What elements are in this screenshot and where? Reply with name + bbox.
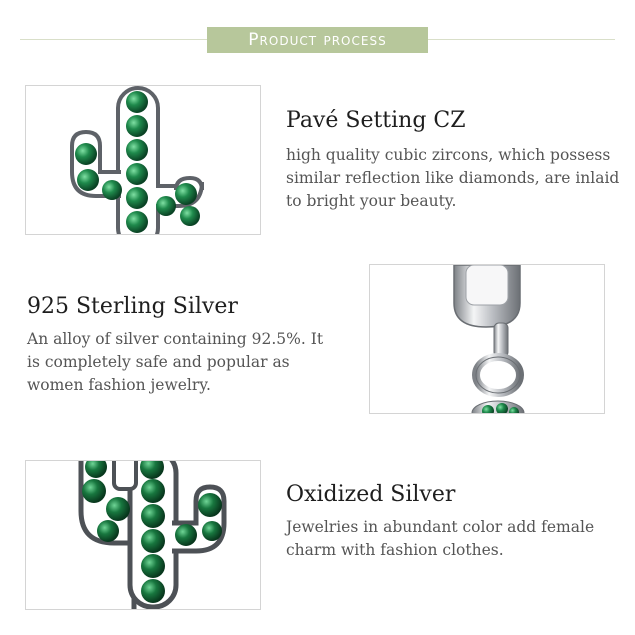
- cactus-charm-photo: [25, 85, 261, 235]
- desc-line: An alloy of silver containing 92.5%. It: [27, 330, 324, 348]
- feature-title-pave: Pavé Setting CZ: [286, 108, 466, 133]
- oxidized-cactus-closeup-icon: [26, 461, 260, 609]
- feature-desc-sterling: [27, 328, 323, 397]
- feature-desc-pave: [286, 144, 619, 213]
- oxidized-cactus-photo: [25, 460, 261, 610]
- desc-line: charm with fashion clothes.: [286, 541, 504, 559]
- feature-desc-oxidized: [286, 516, 594, 562]
- feature-title-sterling: 925 Sterling Silver: [27, 294, 238, 319]
- feature-title-oxidized: Oxidized Silver: [286, 482, 456, 507]
- header-banner: [207, 27, 428, 53]
- desc-line: is completely safe and popular as: [27, 353, 290, 371]
- desc-line: to bright your beauty.: [286, 192, 457, 210]
- silver-bail-closeup-icon: [370, 265, 604, 413]
- header-title: Product process: [248, 30, 387, 50]
- desc-line: Jewelries in abundant color add female: [286, 518, 595, 536]
- cactus-charm-closeup-icon: [26, 86, 260, 234]
- silver-bail-photo: [369, 264, 605, 414]
- desc-line: similar reflection like diamonds, are inlaid: [286, 169, 620, 187]
- desc-line: women fashion jewelry.: [27, 376, 211, 394]
- desc-line: high quality cubic zircons, which possess: [286, 146, 611, 164]
